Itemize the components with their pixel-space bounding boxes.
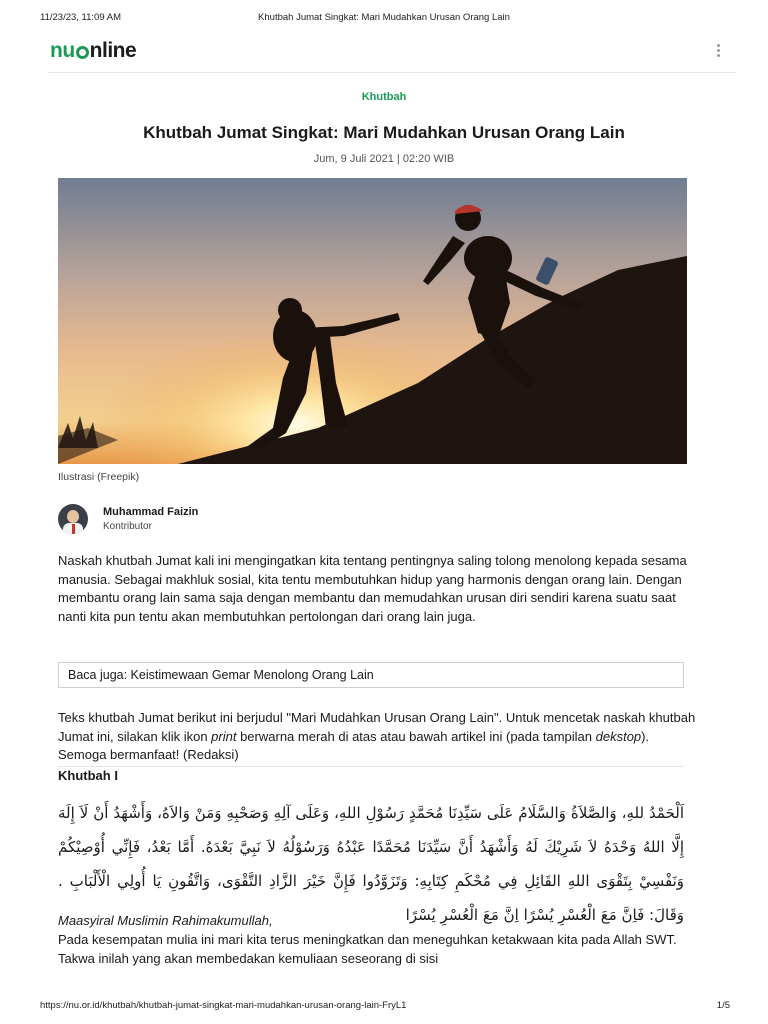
print-doc-title: Khutbah Jumat Singkat: Mari Mudahkan Urusan Orang Lain [258, 12, 510, 23]
more-menu-icon[interactable] [713, 44, 724, 58]
article-date: Jum, 9 Juli 2021 | 02:20 WIB [313, 153, 455, 165]
print-url: https://nu.or.id/khutbah/khutbah-jumat-singkat-mari-mudahkan-urusan-orang-lain-FryL1 [40, 1000, 407, 1011]
arabic-opening: اَلْحَمْدُ للهِ، وَالصَّلاَةُ وَالسَّلَامُ عَلَى سَيِّدِنَا مُحَمَّدٍ رَسُوْلِ اللهِ، وَعَلَى آلِهِ وَصَحْبِهِ وَمَنْ وَالاَهُ، وَأَشْهَدُ أَنْ لَاَ إِلَهَ إِلَّا اللهُ وَحْدَهُ لاَ شَرِيْكَ لَهُ وَأَشْهَدُ أَنَّ سَيِّدَنَا مُحَمَّدًا عَبْدُهُ وَرَسُوْلُهُ لاَ نَبِيَّ بَعْدَهُ. أَمَّا بَعْدُ، فَإِنِّي أُوْصِيْكُمْ وَنَفْسِيْ بِتَقْوَى اللهِ القَائِلِ فِي مُحْكَمِ كِتَابِهِ: وَتَزَوَّدُوا فَإِنَّ خَيْرَ الزَّادِ التَّقْوَى، وَاتَّقُونِ يَا أُولِي الْأَلْبَابِ . وَقَالَ: فَاِنَّ مَعَ الْعُسْرِ يُسْرًا اِنَّ مَعَ الْعُسْرِ يُسْرًا [58, 804, 684, 924]
editor-note-print: print [211, 728, 237, 744]
print-page-number: 1/5 [716, 1000, 730, 1011]
site-header [48, 34, 736, 73]
intro-paragraph: Naskah khutbah Jumat kali ini mengingatkan kita tentang pentingnya saling tolong menolong kepada sesama manusia. Sebagai makhluk sosial, kita tentu membutuhkan hidup yang harmonis dengan orang lain. Dengan membantu orang lain sama saja dengan membantu dan memudahkan urusan diri sendiri karena suatu saat nanti kita pun tentu akan membutuhkan pertolongan dari orang lain juga. [58, 553, 687, 624]
article-category[interactable]: Khutbah [361, 91, 407, 103]
logo-o-ring [76, 46, 89, 59]
editor-note-paragraph [58, 709, 698, 765]
read-also-link[interactable]: Baca juga: Keistimewaan Gemar Menolong Orang Lain [58, 662, 684, 688]
print-datetime: 11/23/23, 11:09 AM [40, 12, 121, 23]
logo-nu-text: nu [50, 39, 75, 62]
editor-note-text-1: Teks khutbah Jumat berikut ini berjudul "Mari Mudahkan Urusan Orang Lain". Untuk mencetak naskah khutbah Jumat ini, silakan klik ikon [58, 710, 696, 744]
print-footer [0, 1000, 768, 1014]
author-role: Kontributor [103, 521, 152, 532]
editor-note-text-2: berwarna merah di atas atau bawah artikel ini (pada tampilan [236, 728, 596, 744]
editor-note-text-3: ). Semoga bermanfaat! (Redaksi) [58, 728, 650, 762]
author-name[interactable]: Muhammad Faizin [103, 506, 199, 518]
body-paragraph: Pada kesempatan mulia ini mari kita terus meningkatkan dan meneguhkan ketakwaan kita pada Allah SWT. Takwa inilah yang akan membedakan kemuliaan seseorang di sisi [58, 932, 677, 966]
nu-online-logo[interactable] [50, 39, 136, 63]
editor-note-desktop: dekstop [595, 728, 642, 744]
image-caption: Ilustrasi (Freepik) [58, 471, 140, 483]
greeting-text: Maasyiral Muslimin Rahimakumullah, [58, 913, 273, 928]
section-heading: Khutbah I [58, 766, 684, 783]
hero-image [58, 178, 687, 464]
logo-online-text: nline [89, 39, 137, 62]
article-title: Khutbah Jumat Singkat: Mari Mudahkan Urusan Orang Lain [143, 123, 625, 142]
print-header [0, 12, 768, 26]
author-avatar[interactable] [58, 504, 88, 534]
